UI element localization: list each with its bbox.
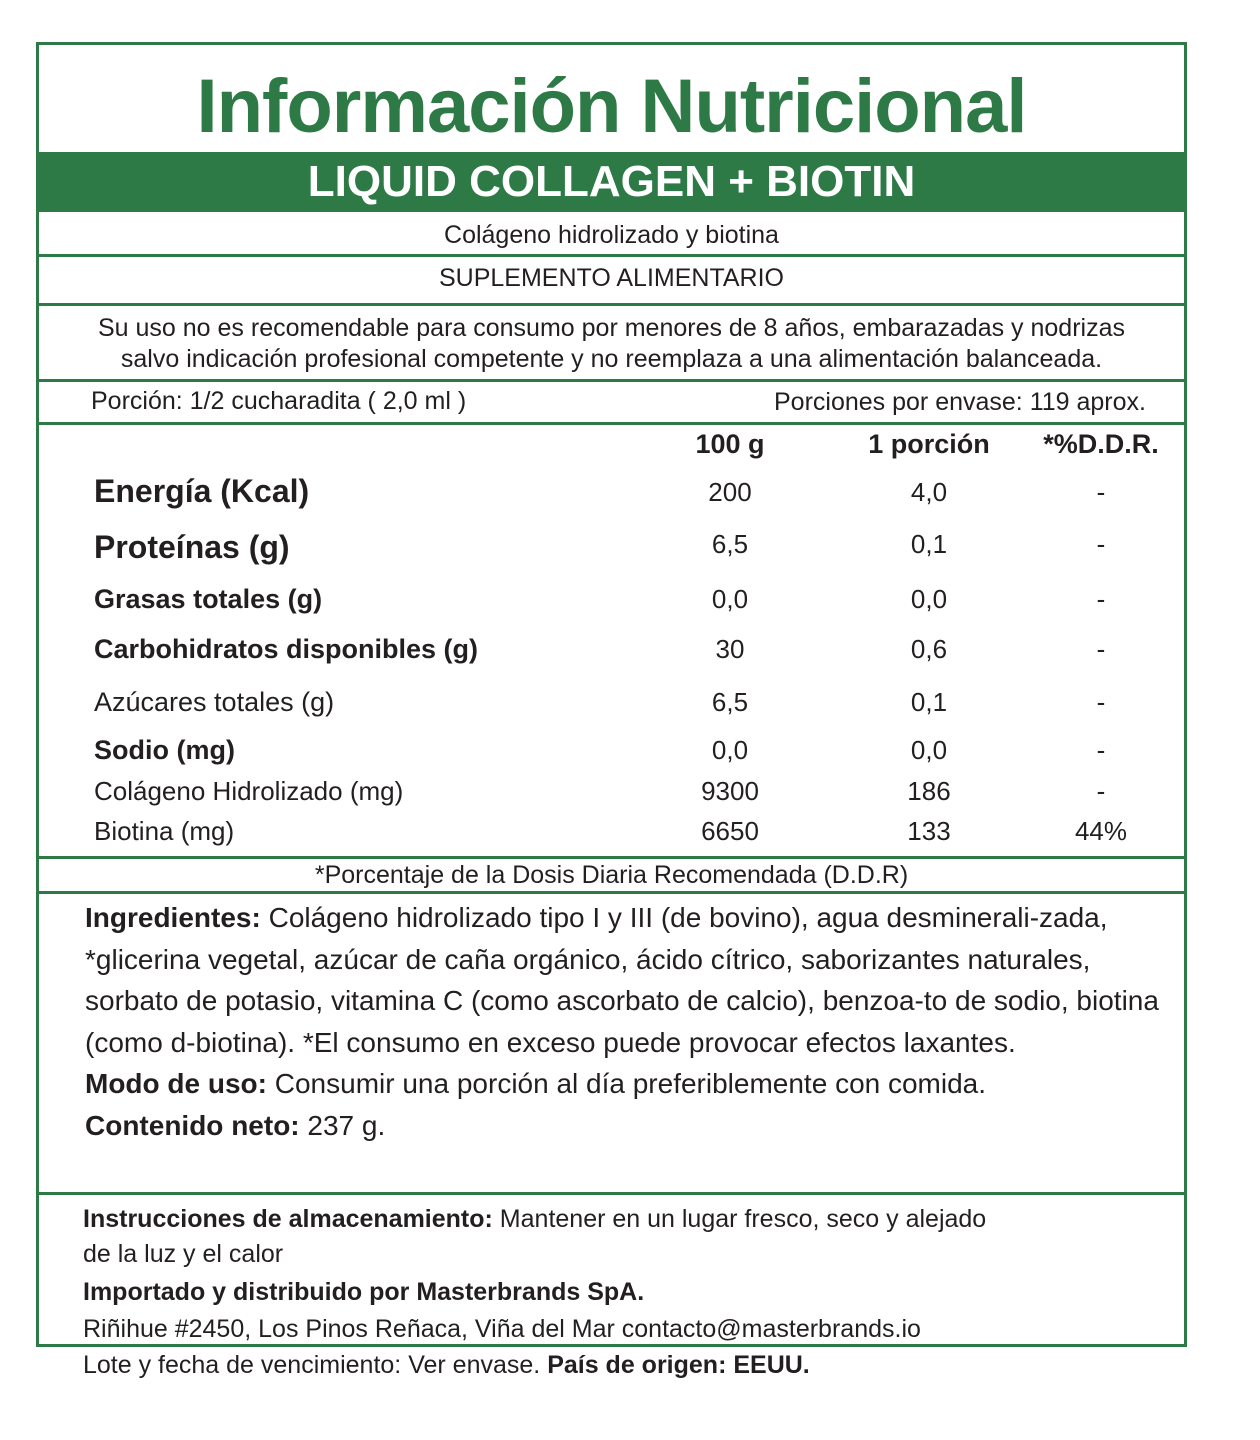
row-label: Energía (Kcal) (94, 473, 310, 509)
row-value-100g: 0,0 (711, 584, 749, 614)
row-value-ddr: 44% (1074, 816, 1128, 846)
row-value-ddr: - (1096, 634, 1106, 664)
product-description: Colágeno hidrolizado y biotina (444, 221, 779, 249)
servings-per-container: Porciones por envase: 119 aprox. (774, 388, 1146, 416)
row-label: Azúcares totales (g) (94, 687, 335, 717)
row-label: Sodio (mg) (94, 735, 235, 765)
row-value-portion: 133 (907, 816, 951, 846)
row-value-portion: 0,0 (910, 584, 948, 614)
row-value-ddr: - (1096, 477, 1106, 507)
row-value-ddr: - (1096, 687, 1106, 717)
row-value-portion: 0,6 (910, 634, 948, 664)
net-content-paragraph (85, 1105, 1175, 1147)
storage-instructions-cont: de la luz y el calor (83, 1240, 284, 1268)
row-label: Grasas totales (g) (94, 584, 323, 614)
row-value-100g: 6,5 (711, 687, 749, 717)
row-value-ddr: - (1096, 776, 1106, 806)
divider (39, 1192, 1184, 1195)
divider (39, 856, 1184, 859)
row-value-100g: 30 (715, 634, 745, 664)
warning-line: salvo indicación profesional competente y no reemplaza a una alimentación balanceada. (120, 345, 1103, 373)
ingredients-paragraph (85, 897, 1175, 1063)
storage-label: Instrucciones de almacenamiento: (83, 1205, 493, 1233)
row-value-100g: 200 (708, 477, 752, 507)
column-header-portion: 1 porción (868, 429, 990, 459)
row-value-portion: 0,0 (910, 735, 948, 765)
nutrition-label (36, 42, 1187, 1379)
net-content-label: Contenido neto: (85, 1109, 300, 1141)
row-value-100g: 9300 (701, 776, 759, 806)
serving-size: Porción: 1/2 cucharadita ( 2,0 ml ) (91, 387, 467, 415)
divider (39, 891, 1184, 894)
row-value-100g: 0,0 (711, 735, 749, 765)
warning-line: Su uso no es recomendable para consumo por menores de 8 años, embarazadas y nodrizas (98, 314, 1125, 342)
storage-instructions (83, 1205, 1173, 1234)
row-value-100g: 6,5 (711, 529, 749, 559)
column-header-100g: 100 g (695, 429, 765, 459)
importer-address: Riñihue #2450, Los Pinos Reñaca, Viña del Mar contacto@masterbrands.io (83, 1315, 921, 1343)
usage-label: Modo de uso: (85, 1068, 267, 1099)
storage-text: Mantener en un lugar fresco, seco y alejado (492, 1205, 987, 1233)
row-value-portion: 186 (907, 776, 951, 806)
ingredients-label: Ingredientes: (85, 902, 261, 933)
row-value-ddr: - (1096, 584, 1106, 614)
ingredients-block (85, 897, 1175, 1146)
row-value-ddr: - (1096, 529, 1106, 559)
ingredients-text: Colágeno hidrolizado tipo I y III (de bovino), agua desminerali-zada, *glicerina vegetal, azúcar de caña orgánico, ácido cítrico, saborizantes naturales, sorbato de potasio, vitamina C (como ascorbato de calcio), benzoa-to de sodio, biotina (como d-biotina). *El consumo en exceso puede provocar efectos laxantes. (85, 902, 1159, 1058)
country-of-origin: País de origen: EEUU. (547, 1351, 810, 1379)
row-label: Biotina (mg) (94, 816, 235, 846)
row-value-portion: 4,0 (910, 477, 948, 507)
ddr-footnote: *Porcentaje de la Dosis Diaria Recomendada (D.D.R) (314, 861, 909, 889)
net-content-text: 237 g. (299, 1109, 386, 1141)
column-header-ddr: *%D.D.R. (1043, 429, 1159, 459)
usage-paragraph (85, 1063, 1175, 1105)
row-value-ddr: - (1096, 735, 1106, 765)
row-label: Proteínas (g) (94, 529, 290, 565)
lot-text: Lote y fecha de vencimiento: Ver envase. (83, 1351, 548, 1379)
row-value-100g: 6650 (701, 816, 759, 846)
usage-text: Consumir una porción al día preferiblemente con comida. (266, 1068, 987, 1099)
label-title: Información Nutricional (196, 64, 1027, 149)
row-value-portion: 0,1 (910, 687, 948, 717)
divider (39, 379, 1184, 382)
divider (39, 254, 1184, 257)
divider (39, 422, 1184, 425)
lot-and-origin (83, 1351, 1173, 1380)
product-name-band: LIQUID COLLAGEN + BIOTIN (39, 152, 1184, 212)
product-category: SUPLEMENTO ALIMENTARIO (439, 264, 784, 292)
row-label: Colágeno Hidrolizado (mg) (94, 776, 404, 806)
usage-warning (39, 313, 1184, 375)
importer: Importado y distribuido por Masterbrands SpA. (83, 1278, 645, 1306)
row-label: Carbohidratos disponibles (g) (94, 634, 479, 664)
divider (39, 303, 1184, 306)
row-value-portion: 0,1 (910, 529, 948, 559)
